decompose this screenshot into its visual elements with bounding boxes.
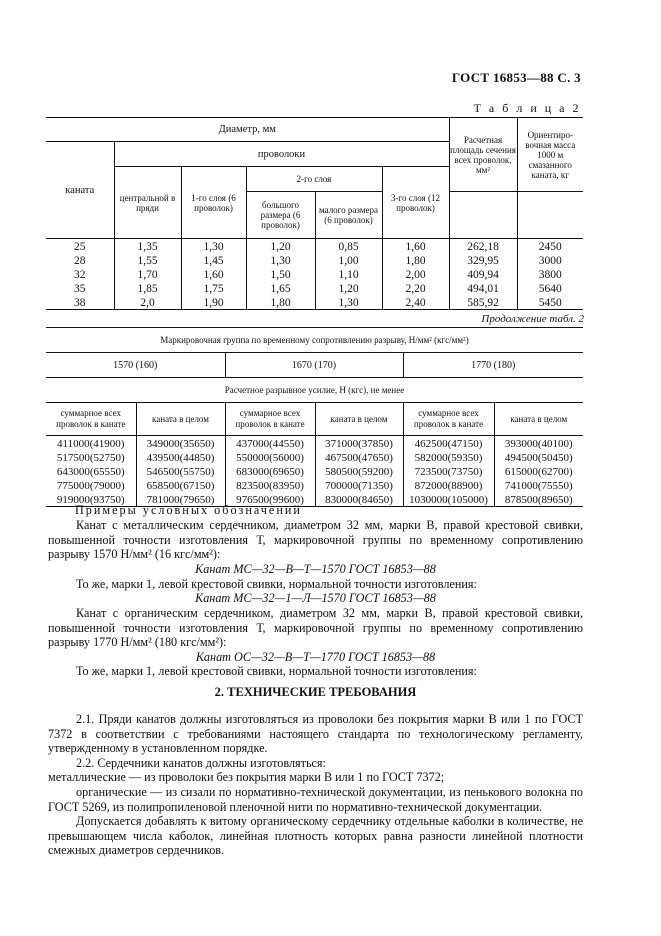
table-cell: 1030000(105000)	[403, 492, 494, 507]
table-2	[46, 117, 583, 310]
group-1770: 1770 (180)	[403, 353, 583, 378]
table-cell: 1,30	[315, 295, 382, 310]
table-cell: 1,10	[315, 267, 382, 281]
table-cell: 658500(67150)	[136, 478, 225, 492]
group-1670: 1670 (170)	[225, 353, 403, 378]
header-layer3: 3-го слоя (12 проволок)	[382, 167, 449, 239]
table-cell: 1,70	[114, 267, 181, 281]
table-cell: 1,60	[181, 267, 246, 281]
table-cell: 35	[46, 281, 114, 295]
group-1570: 1570 (160)	[46, 353, 225, 378]
table-row	[46, 464, 583, 478]
table-cell: 2,0	[114, 295, 181, 310]
header-sum-3: суммарное всех проволок в канате	[403, 403, 494, 436]
example-designation-3: Канат ОС—32—В—Т—1770 ГОСТ 16853—88	[195, 650, 436, 664]
table-cell: 723500(73750)	[403, 464, 494, 478]
example-paragraph-4: То же, марки 1, левой крестовой свивки, нормальной точности изготовления:	[76, 664, 477, 678]
header-force: Расчетное разрывное усилие, Н (кгс), не менее	[46, 378, 583, 403]
table-cell: 919000(93750)	[46, 492, 136, 507]
table-cell: 775000(79000)	[46, 478, 136, 492]
page-header: ГОСТ 16853—88 С. 3	[451, 70, 581, 85]
example-paragraph-3: Канат с органическим сердечником, диаметром 32 мм, марки В, правой крестовой свивки, повышенной точности изготовления Т, маркировочной группы по временному сопротивлению разрыву 1770 Н/мм² (180 кгс/мм²):	[48, 606, 583, 649]
table-cell: 0,85	[315, 239, 382, 254]
table-cell: 582000(59350)	[403, 450, 494, 464]
header-canat: каната	[46, 142, 114, 239]
table-cell: 2,00	[382, 267, 449, 281]
table-cell: 550000(56000)	[225, 450, 315, 464]
table-cell: 878500(89650)	[494, 492, 583, 507]
header-sum-1: суммарное всех проволок в канате	[46, 403, 136, 436]
table-cell: 823500(83950)	[225, 478, 315, 492]
table-cell: 546500(55750)	[136, 464, 225, 478]
table-cell: 3800	[517, 267, 583, 281]
table-cell: 1,00	[315, 253, 382, 267]
table-cell: 1,80	[382, 253, 449, 267]
table-cell: 371000(37850)	[315, 436, 403, 451]
table-row	[46, 436, 583, 451]
table-caption: Т а б л и ц а 2	[473, 101, 581, 115]
table-cell: 1,30	[246, 253, 315, 267]
table-cell: 830000(84650)	[315, 492, 403, 507]
table-row	[46, 267, 583, 281]
header-group: Маркировочная группа по временному сопротивлению разрыву, Н/мм² (кгс/мм²)	[46, 328, 583, 353]
table-row	[46, 450, 583, 464]
header-small: малого размера (6 проволок)	[315, 192, 382, 239]
example-designation-1: Канат МС—32—В—Т—1570 ГОСТ 16853—88	[195, 562, 436, 576]
table-cell: 1,80	[246, 295, 315, 310]
example-paragraph-2: То же, марки 1, левой крестовой свивки, нормальной точности изготовления:	[76, 577, 477, 591]
table-cell: 329,95	[449, 253, 517, 267]
table-cell: 409,94	[449, 267, 517, 281]
paragraph-2-2: 2.2. Сердечники канатов должны изготовляться:	[76, 756, 326, 770]
table-cell: 411000(41900)	[46, 436, 136, 451]
table-cell: 494500(50450)	[494, 450, 583, 464]
table-cell: 3000	[517, 253, 583, 267]
header-big: большого размера (6 проволок)	[246, 192, 315, 239]
table-cell: 1,85	[114, 281, 181, 295]
header-whole-1: каната в целом	[136, 403, 225, 436]
table-continuation-caption: Продолжение табл. 2	[481, 313, 584, 325]
table-cell: 1,65	[246, 281, 315, 295]
example-designation-2: Канат МС—32—1—Л—1570 ГОСТ 16853—88	[195, 591, 436, 605]
table-cell: 1,20	[315, 281, 382, 295]
paragraph-2-2-metal: металлические — из проволоки без покрытия марки В или 1 по ГОСТ 7372;	[48, 770, 445, 784]
table-row	[46, 281, 583, 295]
table-cell: 25	[46, 239, 114, 254]
table-cell: 5640	[517, 281, 583, 295]
paragraph-2-1: 2.1. Пряди канатов должны изготовляться из проволоки без покрытия марки В или 1 по ГОСТ 7372 в соответствии с требованиями настоящего стандарта по технологическому регламенту, утвержденному в установленном порядке.	[48, 712, 583, 755]
table-cell: 643000(65550)	[46, 464, 136, 478]
table-cell: 1,55	[114, 253, 181, 267]
table-row	[46, 253, 583, 267]
table-cell: 683000(69650)	[225, 464, 315, 478]
table-cell: 872000(88900)	[403, 478, 494, 492]
examples-heading: Примеры условных обозначений	[75, 503, 302, 517]
paragraph-2-2-allowance: Допускается добавлять к витому органическому сердечнику отдельные каболки в количестве, не превышающем числа каболок, линейная плотность которых равна разности линейной плотности смежных диаметров сердечников.	[48, 814, 583, 857]
table-cell: 32	[46, 267, 114, 281]
table-cell: 976500(99600)	[225, 492, 315, 507]
table-cell: 1,30	[181, 239, 246, 254]
table-cell: 741000(75550)	[494, 478, 583, 492]
table-cell: 467500(47650)	[315, 450, 403, 464]
header-whole-3: каната в целом	[494, 403, 583, 436]
header-mass: Ориентиро-вочная масса 1000 м смазанного каната, кг	[517, 118, 583, 192]
header-sum-2: суммарное всех проволок в канате	[225, 403, 315, 436]
table-cell: 437000(44550)	[225, 436, 315, 451]
table-cell: 28	[46, 253, 114, 267]
table-cell: 393000(40100)	[494, 436, 583, 451]
table-cell: 1,45	[181, 253, 246, 267]
table-cell: 580500(59200)	[315, 464, 403, 478]
table-cell: 1,75	[181, 281, 246, 295]
header-wires: проволоки	[114, 142, 449, 167]
table-cell: 2450	[517, 239, 583, 254]
table-cell: 439500(44850)	[136, 450, 225, 464]
header-whole-2: каната в целом	[315, 403, 403, 436]
table-row	[46, 478, 583, 492]
table-2-continuation	[46, 327, 583, 507]
header-central: центральной в пряди	[114, 167, 181, 239]
table-cell: 585,92	[449, 295, 517, 310]
table-cell: 517500(52750)	[46, 450, 136, 464]
table-cell: 1,50	[246, 267, 315, 281]
table-cell: 2,20	[382, 281, 449, 295]
table-cell: 2,40	[382, 295, 449, 310]
header-layer1: 1-го слоя (6 проволок)	[181, 167, 246, 239]
table-cell: 462500(47150)	[403, 436, 494, 451]
table-cell: 781000(79650)	[136, 492, 225, 507]
table-cell: 349000(35650)	[136, 436, 225, 451]
table-row	[46, 239, 583, 254]
header-layer2: 2-го слоя	[246, 167, 382, 192]
table-cell: 1,90	[181, 295, 246, 310]
table-cell: 700000(71350)	[315, 478, 403, 492]
table-cell: 615000(62700)	[494, 464, 583, 478]
header-area: Расчетная площадь сечения всех проволок, мм²	[449, 118, 517, 192]
paragraph-2-2-organic: органические — из сизали по нормативно-технической документации, из пенькового волокна по ГОСТ 5269, из полипропиленовой пленочной нити по нормативно-технической документации.	[48, 785, 583, 814]
table-cell: 1,20	[246, 239, 315, 254]
table-cell: 5450	[517, 295, 583, 310]
table-row	[46, 295, 583, 310]
example-paragraph-1: Канат с металлическим сердечником, диаметром 32 мм, марки В, правой крестовой свивки, повышенной точности изготовления Т, маркировочной группы по временному сопротивлению разрыву 1570 Н/мм² (16 кгс/мм²):	[48, 518, 583, 561]
table-cell: 1,35	[114, 239, 181, 254]
section-2-title: 2. ТЕХНИЧЕСКИЕ ТРЕБОВАНИЯ	[214, 685, 417, 699]
table-cell: 262,18	[449, 239, 517, 254]
table-cell: 494,01	[449, 281, 517, 295]
table-cell: 1,60	[382, 239, 449, 254]
table-cell: 38	[46, 295, 114, 310]
header-diameter: Диаметр, мм	[46, 118, 449, 142]
